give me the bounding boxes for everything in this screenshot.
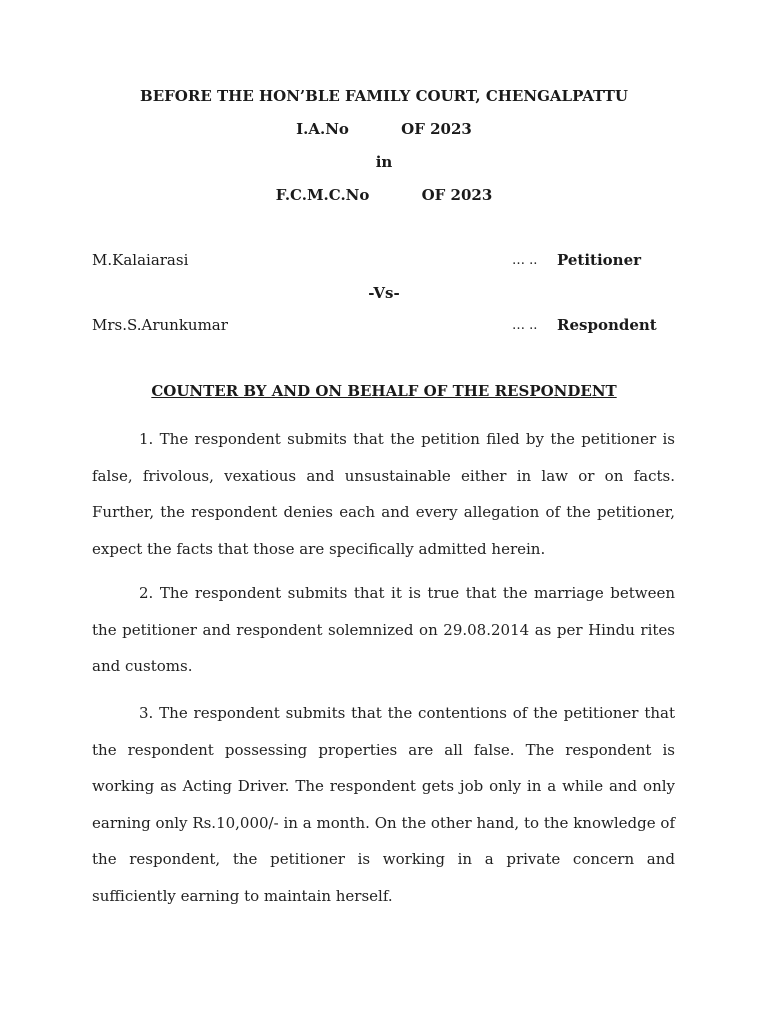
in-connector: in xyxy=(375,153,393,171)
paragraph-2: 2. The respondent submits that it is true that the marriage between the petitioner and respondent solemnized on 29.08.2014 as per Hindu rites and customs. xyxy=(92,584,675,675)
ia-number: I.A.No OF 2023 xyxy=(296,120,472,138)
petitioner-role: Petitioner xyxy=(557,251,642,269)
petitioner-dots: … .. xyxy=(512,253,538,268)
petitioner-name: M.Kalaiarasi xyxy=(92,251,189,269)
paragraph-3: 3. The respondent submits that the contentions of the petitioner that the respondent possessing properties are all false. The respondent is working as Acting Driver. The respondent gets job only in a while and only earning only Rs.10,000/- in a month. On the other hand, to the knowledge of the respondent, the petitioner is working in a private concern and sufficiently earning to maintain herself. xyxy=(92,704,675,905)
paragraph-1: 1. The respondent submits that the petition filed by the petitioner is false, frivolous, vexatious and unsustainable either in law or on facts. Further, the respondent denies each and every allegation of the petitioner, expect the facts that those are specifically admitted herein. xyxy=(92,430,675,558)
respondent-name: Mrs.S.Arunkumar xyxy=(92,316,228,334)
court-heading: BEFORE THE HON’BLE FAMILY COURT, CHENGALPATTU xyxy=(140,87,628,105)
versus-label: -Vs- xyxy=(368,284,400,302)
counter-title: COUNTER BY AND ON BEHALF OF THE RESPONDENT xyxy=(151,382,617,400)
fcmc-number: F.C.M.C.No OF 2023 xyxy=(275,186,493,204)
respondent-dots: … .. xyxy=(512,318,538,333)
respondent-role: Respondent xyxy=(557,316,657,334)
